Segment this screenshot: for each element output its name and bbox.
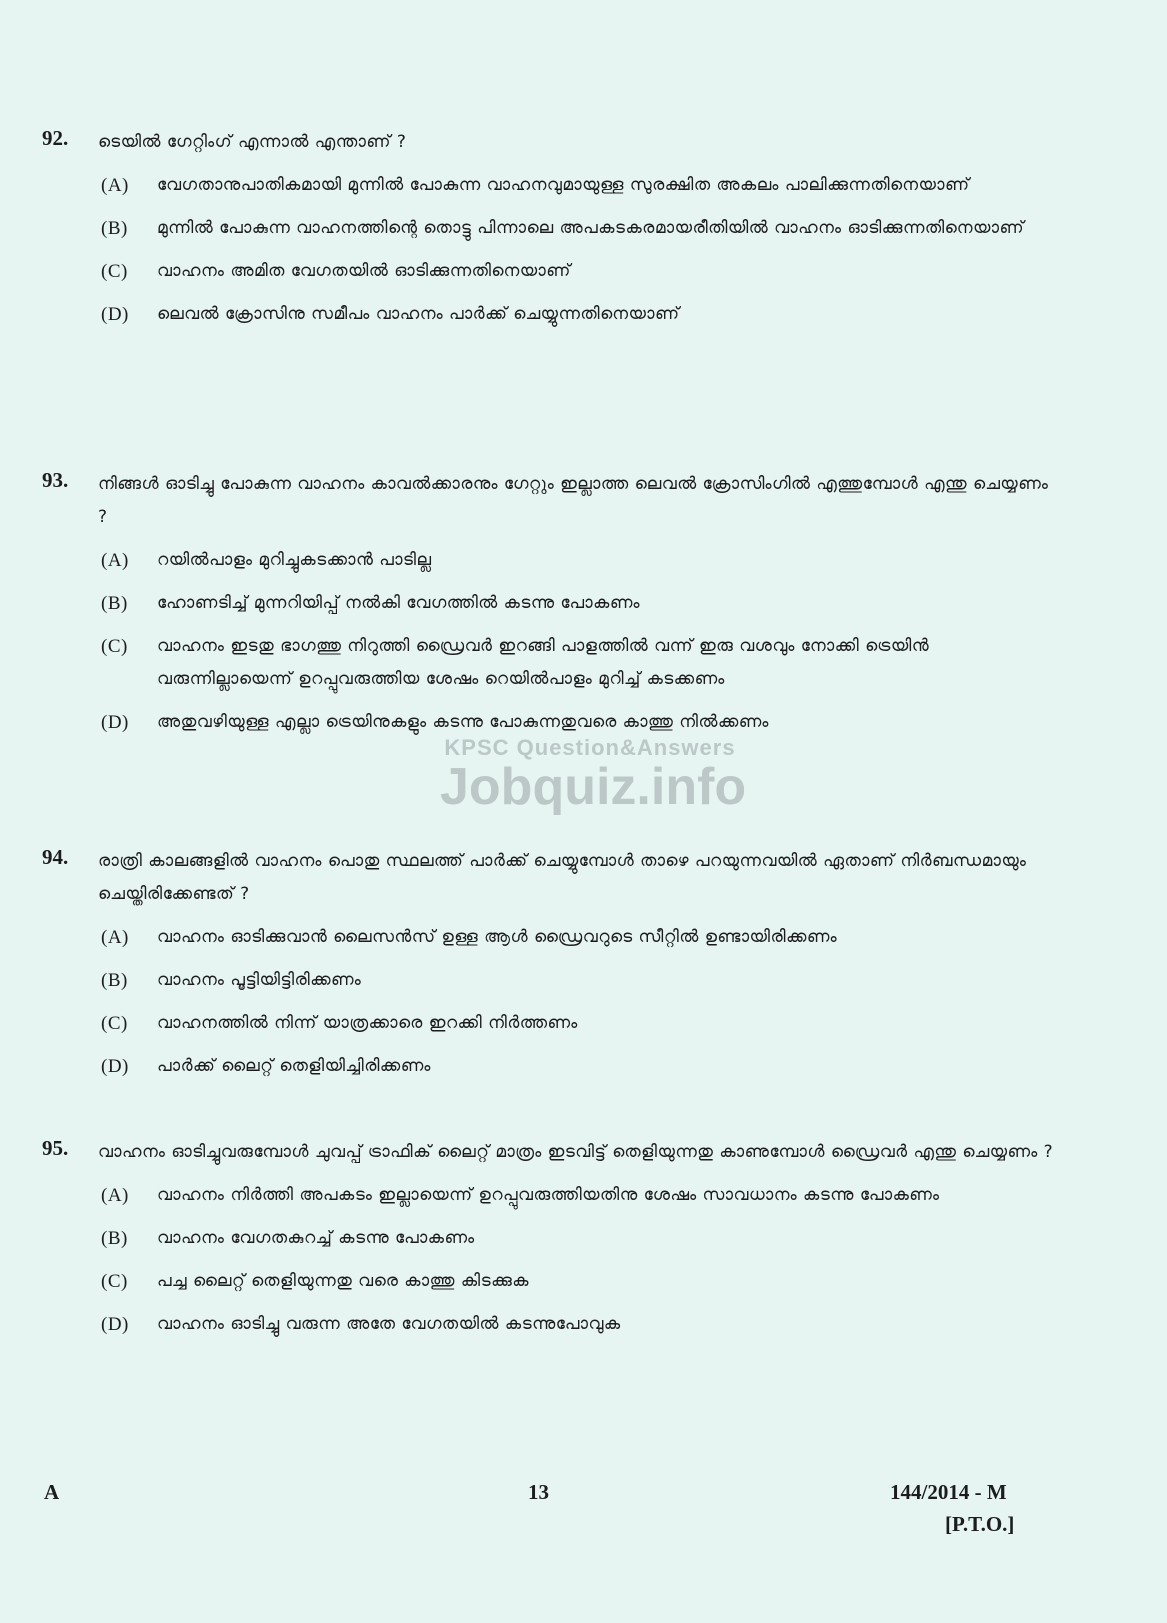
options-list bbox=[42, 1179, 1062, 1341]
option-text: വാഹനം അമിത വേഗതയിൽ ഓടിക്കുന്നതിനെയാണ് bbox=[157, 261, 571, 281]
option-text: പാർക്ക് ലൈറ്റ് തെളിയിച്ചിരിക്കണം bbox=[157, 1056, 431, 1076]
option-label: (A) bbox=[101, 927, 129, 948]
option-label: (B) bbox=[101, 218, 128, 239]
footer-series: A bbox=[44, 1480, 60, 1504]
question-92 bbox=[42, 126, 1062, 331]
option-label: (A) bbox=[101, 1185, 129, 1206]
question-93 bbox=[42, 468, 1062, 739]
option-text: വാഹനം വേഗതകുറച്ച് കടന്നു പോകണം bbox=[157, 1228, 475, 1248]
option-d bbox=[101, 1050, 1062, 1083]
option-label: (A) bbox=[101, 175, 129, 196]
option-text: അതുവഴിയുള്ള എല്ലാ ട്രെയിനുകളും കടന്നു പോകുന്നതുവരെ കാത്തു നിൽക്കണം bbox=[157, 712, 769, 732]
option-text: ലെവൽ ക്രോസിനു സമീപം വാഹനം പാർക്ക് ചെയ്യുന്നതിനെയാണ് bbox=[157, 304, 680, 324]
option-d bbox=[101, 298, 1062, 331]
option-label: (C) bbox=[101, 636, 128, 657]
option-label: (C) bbox=[101, 1013, 128, 1034]
option-c bbox=[101, 255, 1062, 288]
watermark-line-2: Jobquiz.info bbox=[440, 758, 747, 816]
option-label: (B) bbox=[101, 1228, 128, 1249]
option-d bbox=[101, 706, 1062, 739]
option-b bbox=[101, 212, 1062, 245]
option-b bbox=[101, 1222, 1062, 1255]
option-c bbox=[101, 1007, 1062, 1040]
option-b bbox=[101, 964, 1062, 997]
question-95 bbox=[42, 1136, 1062, 1341]
option-text: വാഹനം ഓടിക്കുവാൻ ലൈസൻസ് ഉള്ള ആൾ ഡ്രൈവറുടെ സീറ്റിൽ ഉണ്ടായിരിക്കണം bbox=[157, 927, 838, 947]
question-number: 94. bbox=[42, 845, 69, 869]
question-number: 95. bbox=[42, 1136, 69, 1160]
option-text: വാഹനം പൂട്ടിയിട്ടിരിക്കണം bbox=[157, 970, 362, 990]
footer-pto: [P.T.O.] bbox=[945, 1512, 1015, 1536]
option-text: വാഹനം ഓടിച്ചു വരുന്ന അതേ വേഗതയിൽ കടന്നുപോവുക bbox=[157, 1314, 621, 1334]
option-text: മുന്നിൽ പോകുന്ന വാഹനത്തിന്റെ തൊട്ടു പിന്നാലെ അപകടകരമായരീതിയിൽ വാഹനം ഓടിക്കുന്നതിനെയാണ് bbox=[157, 218, 1025, 238]
option-text: വേഗതാനുപാതികമായി മുന്നിൽ പോകുന്ന വാഹനവുമായുള്ള സുരക്ഷിത അകലം പാലിക്കുന്നതിനെയാണ് bbox=[157, 175, 970, 195]
option-text: വാഹനത്തിൽ നിന്ന് യാത്രക്കാരെ ഇറക്കി നിർത്തണം bbox=[157, 1013, 578, 1033]
question-text: വാഹനം ഓടിച്ചുവരുമ്പോൾ ചുവപ്പ് ട്രാഫിക് ലൈറ്റ് മാത്രം ഇടവിട്ട് തെളിയുന്നതു കാണുമ്പോൾ ഡ്രൈവർ എന്തു ചെയ്യണം ? bbox=[98, 1142, 1054, 1162]
question-text: നിങ്ങൾ ഓടിച്ചു പോകുന്ന വാഹനം കാവൽക്കാരനും ഗേറ്റും ഇല്ലാത്ത ലെവൽ ക്രോസിംഗിൽ എത്തുമ്പോൾ എന്തു ചെയ്യണം ? bbox=[98, 474, 1055, 527]
option-label: (D) bbox=[101, 1314, 129, 1335]
option-label: (A) bbox=[101, 550, 129, 571]
option-c bbox=[101, 630, 1062, 696]
option-text: വാഹനം ഇടതു ഭാഗത്തു നിറുത്തി ഡ്രൈവർ ഇറങ്ങി പാളത്തിൽ വന്ന് ഇരു വശവും നോക്കി ട്രെയിൻ വരുന്നില്ലായെന്ന് ഉറപ്പുവരുത്തിയ ശേഷം റെയിൽപാളം മുറിച്ച് കടക്കണം bbox=[157, 636, 930, 689]
question-94 bbox=[42, 845, 1062, 1083]
question-text: രാത്രി കാലങ്ങളിൽ വാഹനം പൊതു സ്ഥലത്ത് പാർക്ക് ചെയ്യുമ്പോൾ താഴെ പറയുന്നവയിൽ ഏതാണ് നിർബന്ധമായും ചെയ്തിരിക്കേണ്ടത് ? bbox=[98, 851, 1033, 904]
options-list bbox=[42, 921, 1062, 1083]
option-text: വാഹനം നിർത്തി അപകടം ഇല്ലായെന്ന് ഉറപ്പുവരുത്തിയതിനു ശേഷം സാവധാനം കടന്നു പോകണം bbox=[157, 1185, 940, 1205]
footer-page-number: 13 bbox=[528, 1480, 549, 1504]
option-a bbox=[101, 169, 1062, 202]
options-list bbox=[42, 544, 1062, 739]
option-text: റയിൽപാളം മുറിച്ചുകടക്കാൻ പാടില്ല bbox=[157, 550, 432, 570]
option-b bbox=[101, 587, 1062, 620]
option-text: പച്ച ലൈറ്റ് തെളിയുന്നതു വരെ കാത്തു കിടക്കുക bbox=[157, 1271, 530, 1291]
option-a bbox=[101, 544, 1062, 577]
option-label: (C) bbox=[101, 1271, 128, 1292]
option-label: (D) bbox=[101, 304, 129, 325]
option-label: (C) bbox=[101, 261, 128, 282]
option-label: (D) bbox=[101, 712, 129, 733]
watermark bbox=[440, 735, 747, 817]
option-label: (D) bbox=[101, 1056, 129, 1077]
option-text: ഹോണടിച്ച് മുന്നറിയിപ്പ് നൽകി വേഗത്തിൽ കടന്നു പോകണം bbox=[157, 593, 641, 613]
options-list bbox=[42, 169, 1062, 331]
watermark-line-1: KPSC Question&Answers bbox=[444, 735, 736, 760]
option-d bbox=[101, 1308, 1062, 1341]
option-a bbox=[101, 1179, 1062, 1212]
option-label: (B) bbox=[101, 970, 128, 991]
footer-code: 144/2014 - M bbox=[890, 1480, 1007, 1504]
option-a bbox=[101, 921, 1062, 954]
option-c bbox=[101, 1265, 1062, 1298]
question-number: 93. bbox=[42, 468, 69, 492]
question-text: ടെയിൽ ഗേറ്റിംഗ് എന്നാൽ എന്താണ് ? bbox=[98, 132, 407, 152]
question-number: 92. bbox=[42, 126, 69, 150]
option-label: (B) bbox=[101, 593, 128, 614]
